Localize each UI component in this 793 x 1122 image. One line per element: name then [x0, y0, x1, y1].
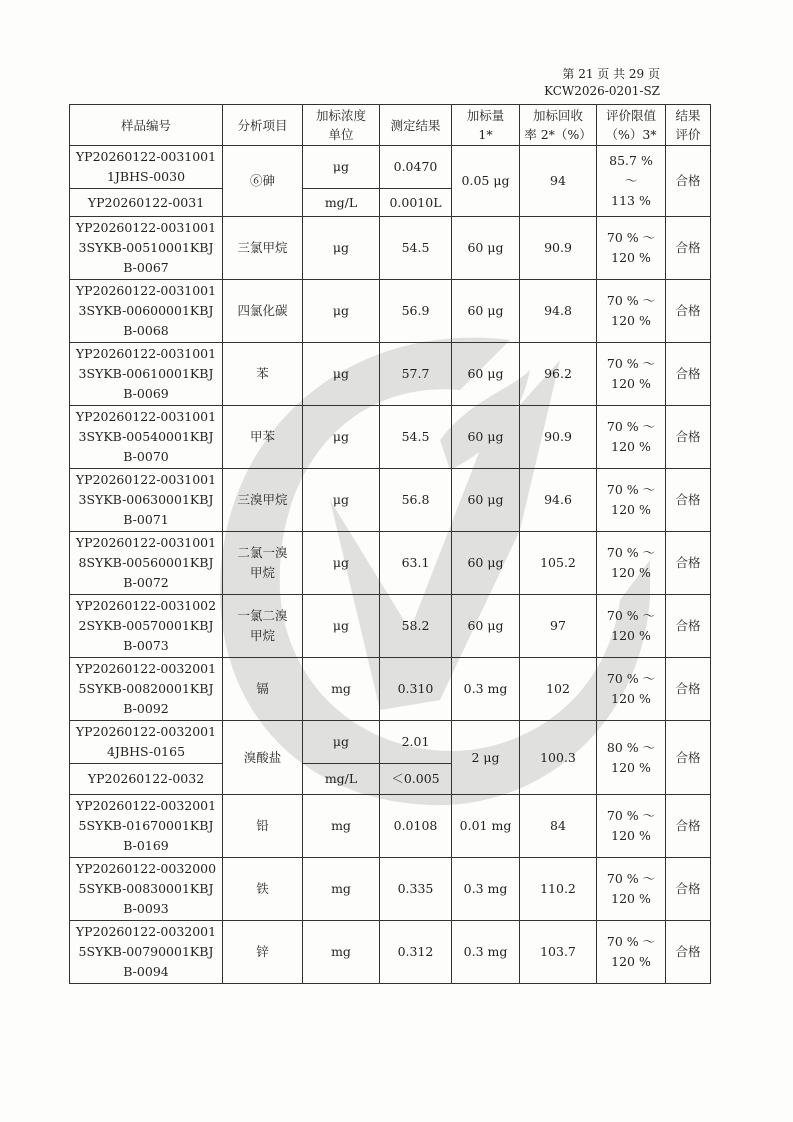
spike-amount: 60 μg — [452, 217, 520, 280]
recovery: 103.7 — [520, 921, 597, 984]
limit: 70 % ～ 120 % — [597, 858, 666, 921]
recovery: 102 — [520, 658, 597, 721]
table-row — [70, 858, 711, 921]
recovery: 84 — [520, 795, 597, 858]
limit: 70 % ～ 120 % — [597, 343, 666, 406]
sample-id: YP20260122-0031001 3SYKB-00600001KBJ B-0068 — [70, 280, 223, 343]
col-header-recovery: 加标回收 率 2*（%） — [520, 105, 597, 146]
limit: 70 % ～ 120 % — [597, 469, 666, 532]
result: 56.9 — [380, 280, 452, 343]
result: ＜0.005 — [380, 764, 452, 795]
unit: mg — [303, 921, 380, 984]
limit: 70 % ～ 120 % — [597, 595, 666, 658]
evaluation: 合格 — [666, 795, 711, 858]
evaluation: 合格 — [666, 595, 711, 658]
sample-id: YP20260122-0031001 3SYKB-00610001KBJ B-0069 — [70, 343, 223, 406]
limit: 70 % ～ 120 % — [597, 795, 666, 858]
spike-amount: 0.01 mg — [452, 795, 520, 858]
unit: μg — [303, 217, 380, 280]
sample-id: YP20260122-0032 — [70, 764, 223, 795]
analysis-item: 铁 — [223, 858, 303, 921]
recovery: 90.9 — [520, 217, 597, 280]
sample-id: YP20260122-0031 — [70, 189, 223, 217]
table-row — [70, 406, 711, 469]
limit: 70 % ～ 120 % — [597, 280, 666, 343]
analysis-item: 溴酸盐 — [223, 721, 303, 795]
col-header-analysis-item: 分析项目 — [223, 105, 303, 146]
col-header-limit: 评价限值 （%）3* — [597, 105, 666, 146]
sample-id: YP20260122-0031001 8SYKB-00560001KBJ B-0072 — [70, 532, 223, 595]
unit: mg — [303, 658, 380, 721]
evaluation: 合格 — [666, 658, 711, 721]
col-header-unit: 加标浓度 单位 — [303, 105, 380, 146]
table-row — [70, 217, 711, 280]
analysis-item: 铅 — [223, 795, 303, 858]
sample-id: YP20260122-0031001 3SYKB-00630001KBJ B-0071 — [70, 469, 223, 532]
recovery: 94 — [520, 146, 597, 217]
analysis-item: 镉 — [223, 658, 303, 721]
recovery: 96.2 — [520, 343, 597, 406]
spike-amount: 60 μg — [452, 406, 520, 469]
limit: 70 % ～ 120 % — [597, 217, 666, 280]
recovery: 105.2 — [520, 532, 597, 595]
result: 0.310 — [380, 658, 452, 721]
report-number: KCW2026-0201-SZ — [544, 84, 660, 98]
col-header-result: 测定结果 — [380, 105, 452, 146]
sample-id: YP20260122-0032000 5SYKB-00830001KBJ B-0093 — [70, 858, 223, 921]
unit: μg — [303, 721, 380, 764]
analysis-item: 二氯一溴 甲烷 — [223, 532, 303, 595]
limit: 80 % ～ 120 % — [597, 721, 666, 795]
spike-amount: 0.3 mg — [452, 858, 520, 921]
evaluation: 合格 — [666, 146, 711, 217]
result: 0.312 — [380, 921, 452, 984]
analysis-item: 一氯二溴 甲烷 — [223, 595, 303, 658]
unit: mg/L — [303, 764, 380, 795]
recovery: 100.3 — [520, 721, 597, 795]
result: 56.8 — [380, 469, 452, 532]
evaluation: 合格 — [666, 532, 711, 595]
table-row — [70, 146, 711, 189]
evaluation: 合格 — [666, 406, 711, 469]
unit: μg — [303, 146, 380, 189]
sample-id: YP20260122-0031002 2SYKB-00570001KBJ B-0073 — [70, 595, 223, 658]
result: 0.0010L — [380, 189, 452, 217]
result: 54.5 — [380, 406, 452, 469]
evaluation: 合格 — [666, 921, 711, 984]
unit: μg — [303, 280, 380, 343]
unit: μg — [303, 406, 380, 469]
evaluation: 合格 — [666, 343, 711, 406]
limit: 85.7 % ～ 113 % — [597, 146, 666, 217]
recovery: 94.8 — [520, 280, 597, 343]
header-row — [70, 105, 711, 146]
table-row — [70, 469, 711, 532]
sample-id: YP20260122-0031001 3SYKB-00540001KBJ B-0070 — [70, 406, 223, 469]
sample-id: YP20260122-0032001 5SYKB-00820001KBJ B-0092 — [70, 658, 223, 721]
unit: mg — [303, 795, 380, 858]
analysis-item: ⑥砷 — [223, 146, 303, 217]
evaluation: 合格 — [666, 858, 711, 921]
table-row — [70, 658, 711, 721]
analysis-item: 四氯化碳 — [223, 280, 303, 343]
spike-amount: 0.05 μg — [452, 146, 520, 217]
recovery: 94.6 — [520, 469, 597, 532]
analysis-item: 三氯甲烷 — [223, 217, 303, 280]
result: 58.2 — [380, 595, 452, 658]
spike-amount: 0.3 mg — [452, 921, 520, 984]
sample-id: YP20260122-0032001 5SYKB-01670001KBJ B-0169 — [70, 795, 223, 858]
result: 0.0470 — [380, 146, 452, 189]
analysis-item: 三溴甲烷 — [223, 469, 303, 532]
limit: 70 % ～ 120 % — [597, 406, 666, 469]
recovery: 90.9 — [520, 406, 597, 469]
sample-id: YP20260122-0032001 5SYKB-00790001KBJ B-0094 — [70, 921, 223, 984]
result: 2.01 — [380, 721, 452, 764]
result: 54.5 — [380, 217, 452, 280]
limit: 70 % ～ 120 % — [597, 658, 666, 721]
col-header-sample-id: 样品编号 — [70, 105, 223, 146]
result: 57.7 — [380, 343, 452, 406]
sample-id: YP20260122-0032001 4JBHS-0165 — [70, 721, 223, 764]
limit: 70 % ～ 120 % — [597, 921, 666, 984]
spike-amount: 60 μg — [452, 343, 520, 406]
unit: mg — [303, 858, 380, 921]
unit: μg — [303, 532, 380, 595]
sample-id: YP20260122-0031001 1JBHS-0030 — [70, 146, 223, 189]
limit: 70 % ～ 120 % — [597, 532, 666, 595]
unit: μg — [303, 595, 380, 658]
analysis-item: 锌 — [223, 921, 303, 984]
recovery: 110.2 — [520, 858, 597, 921]
analysis-item: 苯 — [223, 343, 303, 406]
spike-amount: 60 μg — [452, 280, 520, 343]
spike-amount: 0.3 mg — [452, 658, 520, 721]
evaluation: 合格 — [666, 280, 711, 343]
spike-recovery-table — [69, 104, 711, 984]
table-row — [70, 595, 711, 658]
table-row — [70, 721, 711, 764]
result: 0.0108 — [380, 795, 452, 858]
result: 63.1 — [380, 532, 452, 595]
page-number: 第 21 页 共 29 页 — [562, 67, 660, 81]
spike-amount: 60 μg — [452, 532, 520, 595]
table-row — [70, 280, 711, 343]
sample-id: YP20260122-0031001 3SYKB-00510001KBJ B-0067 — [70, 217, 223, 280]
unit: mg/L — [303, 189, 380, 217]
col-header-spike-amount: 加标量 1* — [452, 105, 520, 146]
spike-amount: 60 μg — [452, 469, 520, 532]
unit: μg — [303, 343, 380, 406]
page-header — [544, 66, 660, 100]
table-row — [70, 921, 711, 984]
table-row — [70, 532, 711, 595]
table-row — [70, 343, 711, 406]
spike-amount: 2 μg — [452, 721, 520, 795]
evaluation: 合格 — [666, 217, 711, 280]
table-row — [70, 795, 711, 858]
spike-amount: 60 μg — [452, 595, 520, 658]
evaluation: 合格 — [666, 721, 711, 795]
col-header-evaluation: 结果 评价 — [666, 105, 711, 146]
analysis-item: 甲苯 — [223, 406, 303, 469]
unit: μg — [303, 469, 380, 532]
recovery: 97 — [520, 595, 597, 658]
result: 0.335 — [380, 858, 452, 921]
evaluation: 合格 — [666, 469, 711, 532]
